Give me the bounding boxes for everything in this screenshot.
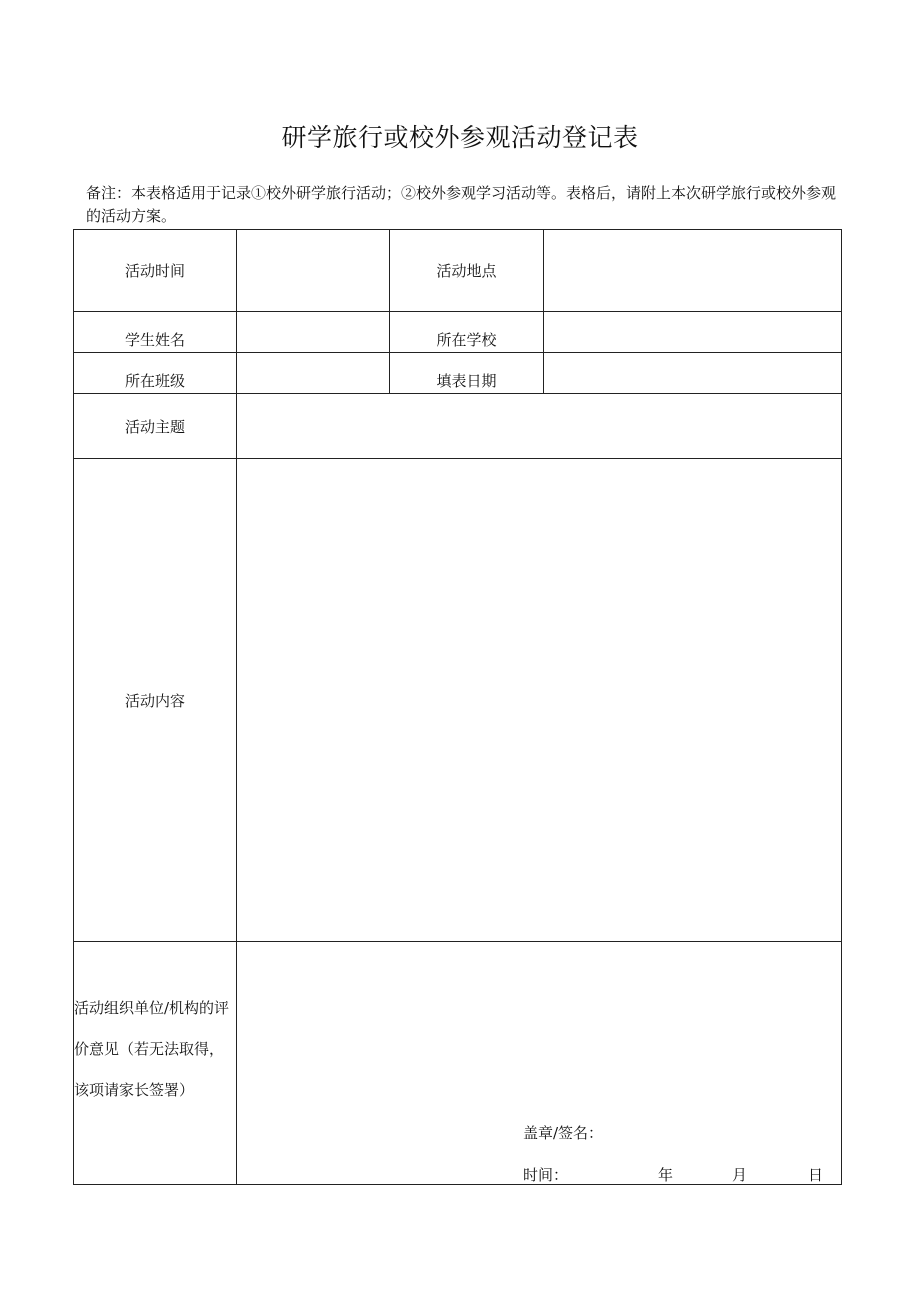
table-row xyxy=(74,942,842,1185)
table-row xyxy=(74,394,842,459)
activity-content-label: 活动内容 xyxy=(74,459,237,942)
activity-time-field[interactable] xyxy=(237,230,390,312)
fill-date-field[interactable] xyxy=(544,353,842,394)
page-title: 研学旅行或校外参观活动登记表 xyxy=(281,123,639,152)
month-label: 月 xyxy=(732,1166,748,1184)
student-name-label: 学生姓名 xyxy=(74,312,237,353)
school-label: 所在学校 xyxy=(390,312,544,353)
table-row xyxy=(74,230,842,312)
activity-theme-field[interactable] xyxy=(237,394,842,459)
activity-location-label: 活动地点 xyxy=(390,230,544,312)
time-label: 时间： xyxy=(523,1166,569,1184)
activity-location-field[interactable] xyxy=(544,230,842,312)
class-label: 所在班级 xyxy=(74,353,237,394)
registration-form-table xyxy=(73,229,842,1185)
activity-time-label: 活动时间 xyxy=(74,230,237,312)
activity-content-field[interactable] xyxy=(237,459,842,942)
activity-theme-label: 活动主题 xyxy=(74,394,237,459)
year-label: 年 xyxy=(658,1166,674,1184)
day-label: 日 xyxy=(808,1166,824,1184)
table-row xyxy=(74,312,842,353)
student-name-field[interactable] xyxy=(237,312,390,353)
seal-signature-label: 盖章/签名： xyxy=(523,1124,604,1142)
form-note: 备注：本表格适用于记录①校外研学旅行活动；②校外参观学习活动等。表格后，请附上本次研学旅行或校外参观的活动方案。 xyxy=(86,184,837,225)
evaluation-field[interactable] xyxy=(237,942,842,1185)
table-row xyxy=(74,459,842,942)
class-field[interactable] xyxy=(237,353,390,394)
school-field[interactable] xyxy=(544,312,842,353)
evaluation-label: 活动组织单位/机构的评价意见（若无法取得，该项请家长签署） xyxy=(74,942,237,1185)
table-row xyxy=(74,353,842,394)
fill-date-label: 填表日期 xyxy=(390,353,544,394)
